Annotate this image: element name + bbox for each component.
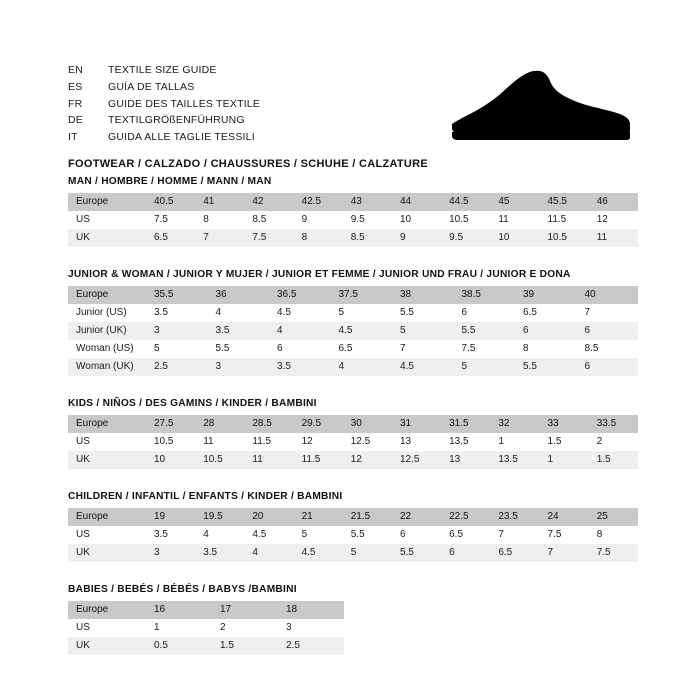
size-cell: 38 [392, 286, 454, 304]
size-cell: 8.5 [244, 211, 293, 229]
size-cell: 4.5 [244, 526, 293, 544]
size-cell: 35.5 [146, 286, 208, 304]
size-cell: 16 [146, 601, 212, 619]
size-section [68, 269, 638, 376]
size-cell: 27.5 [146, 415, 195, 433]
size-sections [68, 176, 638, 655]
size-cell: 3.5 [146, 526, 195, 544]
size-cell: 25 [589, 508, 638, 526]
size-cell: 23.5 [490, 508, 539, 526]
size-cell: 13.5 [441, 433, 490, 451]
size-cell: 2 [212, 619, 278, 637]
size-cell: 10.5 [441, 211, 490, 229]
row-label: US [68, 526, 146, 544]
size-cell: 2.5 [278, 637, 344, 655]
size-cell: 10 [490, 229, 539, 247]
size-cell: 0.5 [146, 637, 212, 655]
size-cell: 6 [454, 304, 516, 322]
language-title: GUÍA DE TALLAS [108, 80, 195, 93]
table-row [68, 229, 638, 247]
row-label: UK [68, 451, 146, 469]
size-cell: 7.5 [454, 340, 516, 358]
size-cell: 11.5 [244, 433, 293, 451]
size-cell: 6 [441, 544, 490, 562]
size-cell: 31 [392, 415, 441, 433]
size-cell: 8 [515, 340, 577, 358]
size-cell: 4.5 [392, 358, 454, 376]
size-cell: 6.5 [331, 340, 393, 358]
language-title: GUIDE DES TAILLES TEXTILE [108, 97, 261, 110]
size-cell: 1 [540, 451, 589, 469]
size-cell: 3 [146, 544, 195, 562]
size-cell: 6.5 [146, 229, 195, 247]
size-cell: 18 [278, 601, 344, 619]
section-title: JUNIOR & WOMAN / JUNIOR Y MUJER / JUNIOR ET FEMME / JUNIOR UND FRAU / JUNIOR E DONA [68, 269, 571, 280]
size-table [68, 508, 638, 562]
size-cell: 11 [589, 229, 638, 247]
size-section [68, 584, 638, 655]
size-cell: 22 [392, 508, 441, 526]
table-row [68, 358, 638, 376]
size-cell: 29.5 [294, 415, 343, 433]
size-cell: 5 [146, 340, 208, 358]
row-label: UK [68, 544, 146, 562]
size-cell: 7.5 [146, 211, 195, 229]
size-cell: 4.5 [269, 304, 331, 322]
size-cell: 43 [343, 193, 392, 211]
row-label: US [68, 433, 146, 451]
language-title: TEXTILGRÖßENFÜHRUNG [108, 114, 245, 127]
language-code: ES [68, 80, 83, 93]
size-cell: 41 [195, 193, 244, 211]
size-cell: 1.5 [589, 451, 638, 469]
size-cell: 2.5 [146, 358, 208, 376]
size-cell: 6 [515, 322, 577, 340]
size-table [68, 415, 638, 469]
size-cell: 11.5 [294, 451, 343, 469]
size-cell: 8.5 [343, 229, 392, 247]
table-row [68, 304, 638, 322]
size-cell: 12.5 [392, 451, 441, 469]
size-cell: 1 [146, 619, 212, 637]
size-cell: 36.5 [269, 286, 331, 304]
size-cell: 4.5 [331, 322, 393, 340]
size-cell: 10 [146, 451, 195, 469]
row-label: US [68, 619, 146, 637]
size-table [68, 193, 638, 247]
size-cell: 30 [343, 415, 392, 433]
language-code: IT [68, 131, 78, 144]
size-cell: 2 [589, 433, 638, 451]
size-cell: 6.5 [490, 544, 539, 562]
size-cell: 7 [195, 229, 244, 247]
size-cell: 6 [577, 358, 639, 376]
size-cell: 32 [490, 415, 539, 433]
size-cell: 3 [278, 619, 344, 637]
size-cell: 3.5 [208, 322, 270, 340]
size-cell: 39 [515, 286, 577, 304]
size-cell: 45.5 [540, 193, 589, 211]
section-title: BABIES / BEBÉS / BÉBÉS / BABYS /BAMBINI [68, 584, 297, 595]
size-cell: 28.5 [244, 415, 293, 433]
size-cell: 36 [208, 286, 270, 304]
size-cell: 38.5 [454, 286, 516, 304]
size-cell: 4 [244, 544, 293, 562]
table-row [68, 619, 344, 637]
row-label: Europe [68, 508, 146, 526]
row-label: Europe [68, 193, 146, 211]
size-cell: 4 [208, 304, 270, 322]
table-row [68, 451, 638, 469]
size-cell: 9.5 [343, 211, 392, 229]
size-cell: 13 [392, 433, 441, 451]
size-cell: 46 [589, 193, 638, 211]
row-label: Junior (US) [68, 304, 146, 322]
size-cell: 7 [577, 304, 639, 322]
size-cell: 10 [392, 211, 441, 229]
size-cell: 5.5 [392, 304, 454, 322]
size-cell: 37.5 [331, 286, 393, 304]
size-cell: 7 [490, 526, 539, 544]
size-cell: 22.5 [441, 508, 490, 526]
size-cell: 7.5 [540, 526, 589, 544]
section-title: MAN / HOMBRE / HOMME / MANN / MAN [68, 176, 272, 187]
row-label: US [68, 211, 146, 229]
size-table [68, 286, 638, 376]
size-cell: 12 [294, 433, 343, 451]
document-header [68, 62, 638, 170]
size-cell: 33.5 [589, 415, 638, 433]
dress-shoe-icon [444, 68, 634, 142]
size-cell: 20 [244, 508, 293, 526]
table-row [68, 637, 344, 655]
size-cell: 1.5 [212, 637, 278, 655]
row-label: Woman (UK) [68, 358, 146, 376]
language-title: TEXTILE SIZE GUIDE [108, 64, 217, 76]
size-cell: 5.5 [392, 544, 441, 562]
size-section [68, 491, 638, 562]
row-label: Woman (US) [68, 340, 146, 358]
size-cell: 3.5 [195, 544, 244, 562]
size-cell: 1.5 [540, 433, 589, 451]
size-cell: 11 [490, 211, 539, 229]
size-cell: 40.5 [146, 193, 195, 211]
size-cell: 6 [392, 526, 441, 544]
size-cell: 8.5 [577, 340, 639, 358]
row-label: Europe [68, 601, 146, 619]
size-cell: 10.5 [540, 229, 589, 247]
table-row [68, 601, 344, 619]
size-cell: 5.5 [454, 322, 516, 340]
size-cell: 19 [146, 508, 195, 526]
section-title: KIDS / NIÑOS / DES GAMINS / KINDER / BAMBINI [68, 398, 317, 409]
table-row [68, 340, 638, 358]
table-row [68, 433, 638, 451]
size-cell: 3.5 [146, 304, 208, 322]
section-title: CHILDREN / INFANTIL / ENFANTS / KINDER / BAMBINI [68, 491, 343, 502]
size-cell: 8 [589, 526, 638, 544]
size-cell: 21 [294, 508, 343, 526]
size-cell: 9 [294, 211, 343, 229]
size-cell: 7 [540, 544, 589, 562]
size-cell: 10.5 [146, 433, 195, 451]
size-cell: 4.5 [294, 544, 343, 562]
size-cell: 5 [343, 544, 392, 562]
table-row [68, 544, 638, 562]
table-row [68, 526, 638, 544]
size-cell: 21.5 [343, 508, 392, 526]
table-row [68, 211, 638, 229]
size-cell: 13 [441, 451, 490, 469]
size-cell: 12.5 [343, 433, 392, 451]
category-line: FOOTWEAR / CALZADO / CHAUSSURES / SCHUHE / CALZATURE [68, 157, 429, 170]
size-cell: 42.5 [294, 193, 343, 211]
size-cell: 13.5 [490, 451, 539, 469]
row-label: UK [68, 229, 146, 247]
language-code: EN [68, 64, 83, 76]
table-row [68, 286, 638, 304]
size-cell: 5 [454, 358, 516, 376]
size-cell: 44.5 [441, 193, 490, 211]
language-title: GUIDA ALLE TAGLIE TESSILI [108, 131, 255, 144]
size-cell: 6.5 [441, 526, 490, 544]
table-row [68, 322, 638, 340]
size-cell: 5.5 [343, 526, 392, 544]
size-cell: 3 [146, 322, 208, 340]
size-cell: 28 [195, 415, 244, 433]
size-cell: 11 [195, 433, 244, 451]
size-cell: 12 [343, 451, 392, 469]
size-cell: 4 [331, 358, 393, 376]
size-cell: 31.5 [441, 415, 490, 433]
size-cell: 40 [577, 286, 639, 304]
size-cell: 7.5 [589, 544, 638, 562]
size-cell: 3 [208, 358, 270, 376]
language-code: FR [68, 97, 83, 110]
size-cell: 5.5 [208, 340, 270, 358]
size-cell: 5 [331, 304, 393, 322]
size-cell: 33 [540, 415, 589, 433]
size-cell: 11.5 [540, 211, 589, 229]
size-section [68, 398, 638, 469]
table-row [68, 415, 638, 433]
size-cell: 7.5 [244, 229, 293, 247]
size-cell: 5 [294, 526, 343, 544]
size-cell: 6 [577, 322, 639, 340]
size-cell: 8 [294, 229, 343, 247]
table-row [68, 508, 638, 526]
size-table [68, 601, 344, 655]
size-cell: 4 [195, 526, 244, 544]
size-cell: 9.5 [441, 229, 490, 247]
size-cell: 3.5 [269, 358, 331, 376]
size-section [68, 176, 638, 247]
size-cell: 10.5 [195, 451, 244, 469]
row-label: Europe [68, 415, 146, 433]
size-cell: 11 [244, 451, 293, 469]
size-cell: 24 [540, 508, 589, 526]
size-cell: 8 [195, 211, 244, 229]
row-label: Junior (UK) [68, 322, 146, 340]
language-code: DE [68, 114, 83, 127]
size-cell: 4 [269, 322, 331, 340]
row-label: UK [68, 637, 146, 655]
size-cell: 9 [392, 229, 441, 247]
size-cell: 7 [392, 340, 454, 358]
size-cell: 6 [269, 340, 331, 358]
table-row [68, 193, 638, 211]
size-cell: 5.5 [515, 358, 577, 376]
size-cell: 19.5 [195, 508, 244, 526]
size-cell: 17 [212, 601, 278, 619]
row-label: Europe [68, 286, 146, 304]
size-cell: 5 [392, 322, 454, 340]
size-cell: 42 [244, 193, 293, 211]
size-cell: 6.5 [515, 304, 577, 322]
size-cell: 45 [490, 193, 539, 211]
size-cell: 1 [490, 433, 539, 451]
size-cell: 12 [589, 211, 638, 229]
size-cell: 44 [392, 193, 441, 211]
